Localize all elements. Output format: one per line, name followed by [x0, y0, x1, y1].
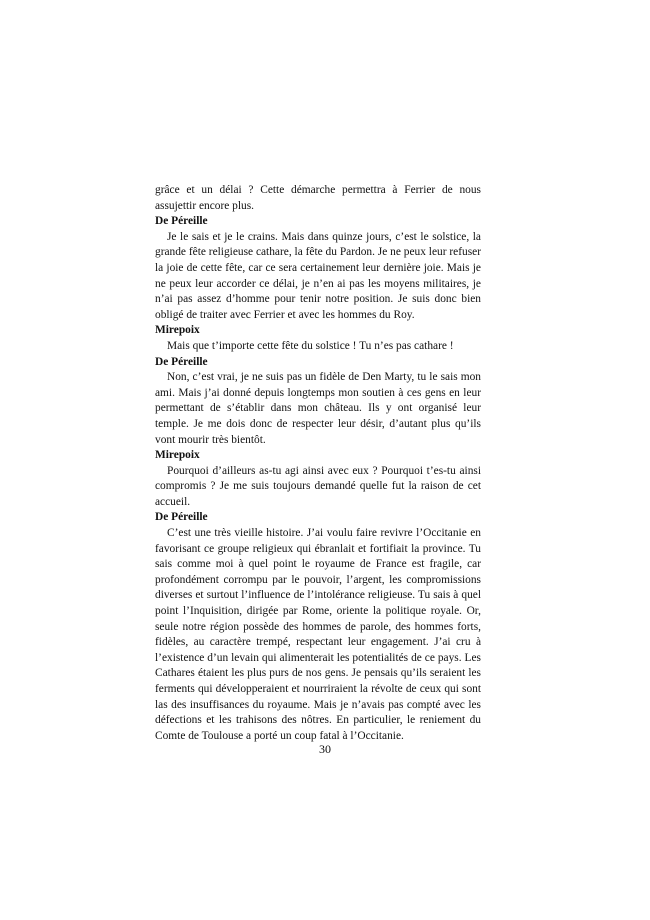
- paragraph: Non, c’est vrai, je ne suis pas un fidèle de Den Marty, tu le sais mon ami. Mais j’ai donné depuis longtemps mon soutien à ces gens en leur permettant de s’établir dans mon château. Ils y ont organisé leur temple. Je me dois donc de respecter leur désir, d’autant plus qu’ils vont mourir très bientôt.: [155, 371, 481, 446]
- speaker-name: De Péreille: [155, 355, 208, 368]
- speaker-name: De Péreille: [155, 511, 208, 524]
- paragraph: Pourquoi d’ailleurs as-tu agi ainsi avec eux ? Pourquoi t’es-tu ainsi compromis ? Je me suis toujours demandé quelle fut la raison de cet accueil.: [155, 464, 481, 508]
- paragraph: grâce et un délai ? Cette démarche permettra à Ferrier de nous assujettir encore plus.: [155, 184, 481, 212]
- speaker-name: De Péreille: [155, 215, 208, 228]
- page-number: 30: [319, 742, 331, 756]
- paragraph: Mais que t’importe cette fête du solstice ! Tu n’es pas cathare !: [167, 339, 454, 352]
- paragraph: C’est une très vieille histoire. J’ai voulu faire revivre l’Occitanie en favorisant ce groupe religieux qui ébranlait et fortifiait la province. Tu sais comme moi à quel point le royaume de France est fragile, car profondément corrompu par le pouvoir, l’argent, les compromissions diverses et surtout l’influence de l’intolérance religieuse. Tu sais à quel point l’Inquisition, dirigée par Rome, oriente la politique royale. Or, seule notre région possède des hommes de parole, des hommes forts, fidèles, au caractère trempé, respectant leur engagement. J’ai cru à l’existence d’un levain qui alimenterait les potentialités de ce pays. Les Cathares étaient les plus purs de nos gens. Je pensais qu’ils seraient les ferments qui développeraient et nourriraient la révolte de ceux qui sont las des insuffisances du royaume. Mais je n’avais pas compté avec les défections et les trahisons des nôtres. En particulier, le reniement du Comte de Toulouse a porté un coup fatal à l’Occitanie.: [155, 527, 481, 742]
- speaker-name: Mirepoix: [155, 324, 200, 337]
- speaker-name: Mirepoix: [155, 449, 200, 462]
- page-body: [155, 183, 481, 744]
- paragraph: Je le sais et je le crains. Mais dans quinze jours, c’est le solstice, la grande fête religieuse cathare, la fête du Pardon. Je ne peux leur refuser la joie de cette fête, car ce sera certainement leur dernière joie. Mais je ne peux leur accorder ce délai, je n’en ai pas les moyens militaires, je n’ai pas assez d’homme pour tenir notre position. Je suis donc bien obligé de traiter avec Ferrier et avec les hommes du Roy.: [155, 230, 481, 321]
